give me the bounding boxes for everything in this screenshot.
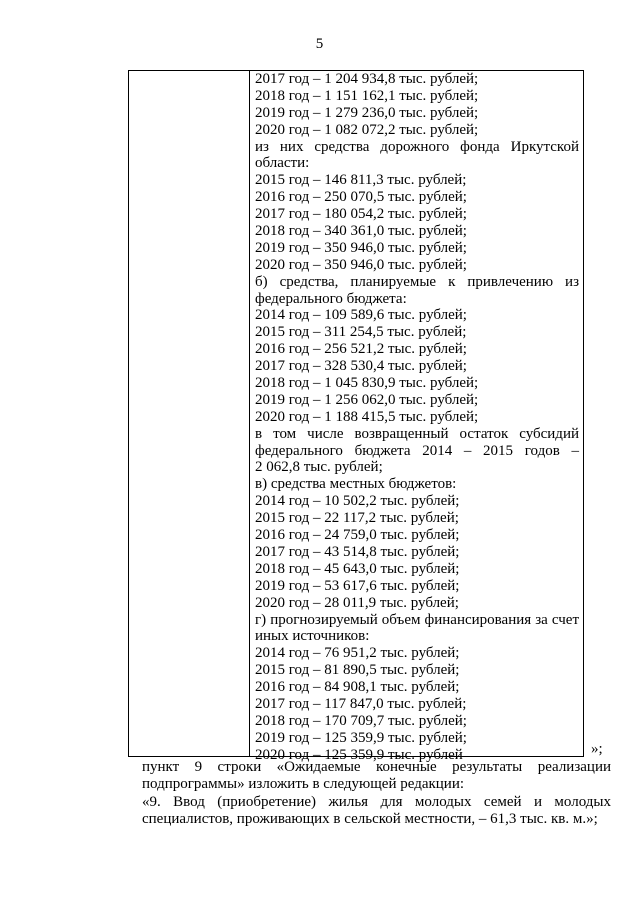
cell-line: 2014 год – 109 589,6 тыс. рублей; [255, 307, 467, 324]
cell-line: г) прогнозируемый объем финансирования за счет [255, 611, 579, 628]
cell-line: 2018 год – 340 361,0 тыс. рублей; [255, 223, 467, 240]
cell-line: области: [255, 155, 310, 172]
cell-line: 2016 год – 84 908,1 тыс. рублей; [255, 679, 460, 696]
cell-line: 2017 год – 1 204 934,8 тыс. рублей; [255, 71, 479, 87]
cell-line: 2020 год – 125 359,9 тыс. рублей [255, 746, 463, 763]
page-number: 5 [315, 36, 324, 52]
cell-line: 2020 год – 1 082 072,2 тыс. рублей; [255, 121, 479, 138]
cell-line: федерального бюджета 2014 – 2015 годов – [255, 442, 579, 459]
instruction-paragraph [118, 759, 611, 793]
cell-line: в том числе возвращенный остаток субсидий [255, 425, 579, 442]
cell-line: 2017 год – 180 054,2 тыс. рублей; [255, 206, 467, 223]
cell-line: 2014 год – 10 502,2 тыс. рублей; [255, 493, 460, 510]
financing-cell [255, 71, 579, 764]
cell-line: 2019 год – 53 617,6 тыс. рублей; [255, 577, 460, 594]
cell-line: 2015 год – 81 890,5 тыс. рублей; [255, 662, 460, 679]
cell-line: 2019 год – 1 256 062,0 тыс. рублей; [255, 391, 479, 408]
cell-line: 2019 год – 1 279 236,0 тыс. рублей; [255, 104, 479, 121]
cell-line: 2015 год – 311 254,5 тыс. рублей; [255, 324, 467, 341]
cell-line: б) средства, планируемые к привлечению из [255, 273, 579, 290]
cell-line: 2018 год – 1 151 162,1 тыс. рублей; [255, 87, 479, 104]
cell-line: 2015 год – 22 117,2 тыс. рублей; [255, 510, 459, 527]
cell-line: иных источников: [255, 628, 370, 645]
paragraph-line: специалистов, проживающих в сельской местности, – 61,3 тыс. кв. м.»; [142, 811, 598, 827]
new-text-paragraph [118, 794, 611, 828]
paragraph-line: пункт 9 строки «Ожидаемые конечные результаты реализации [142, 759, 611, 775]
cell-line: 2018 год – 170 709,7 тыс. рублей; [255, 712, 467, 729]
cell-line: 2 062,8 тыс. рублей; [255, 459, 383, 476]
cell-line: 2019 год – 350 946,0 тыс. рублей; [255, 239, 467, 256]
paragraph-line: подпрограммы» изложить в следующей редакции: [142, 776, 465, 792]
closing-quote: »; [591, 741, 603, 757]
paragraph-line: «9. Ввод (приобретение) жилья для молодых семей и молодых [142, 794, 611, 810]
cell-line: 2016 год – 250 070,5 тыс. рублей; [255, 189, 467, 206]
cell-line: 2016 год – 24 759,0 тыс. рублей; [255, 527, 460, 544]
financing-table [128, 70, 584, 763]
cell-line: 2018 год – 45 643,0 тыс. рублей; [255, 560, 460, 577]
cell-line: федерального бюджета: [255, 290, 407, 307]
cell-line: 2015 год – 146 811,3 тыс. рублей; [255, 172, 467, 189]
cell-line: 2017 год – 328 530,4 тыс. рублей; [255, 358, 467, 375]
cell-line: 2017 год – 117 847,0 тыс. рублей; [255, 695, 467, 712]
cell-line: 2020 год – 350 946,0 тыс. рублей; [255, 256, 467, 273]
cell-line: 2019 год – 125 359,9 тыс. рублей; [255, 729, 467, 746]
table-column-divider [249, 71, 250, 756]
cell-line: 2020 год – 1 188 415,5 тыс. рублей; [255, 408, 479, 425]
cell-line: из них средства дорожного фонда Иркутской [255, 138, 579, 155]
cell-line: 2018 год – 1 045 830,9 тыс. рублей; [255, 375, 479, 392]
cell-line: в) средства местных бюджетов: [255, 476, 457, 493]
cell-line: 2016 год – 256 521,2 тыс. рублей; [255, 341, 467, 358]
cell-line: 2014 год – 76 951,2 тыс. рублей; [255, 645, 460, 662]
cell-line: 2020 год – 28 011,9 тыс. рублей; [255, 594, 459, 611]
cell-line: 2017 год – 43 514,8 тыс. рублей; [255, 543, 460, 560]
